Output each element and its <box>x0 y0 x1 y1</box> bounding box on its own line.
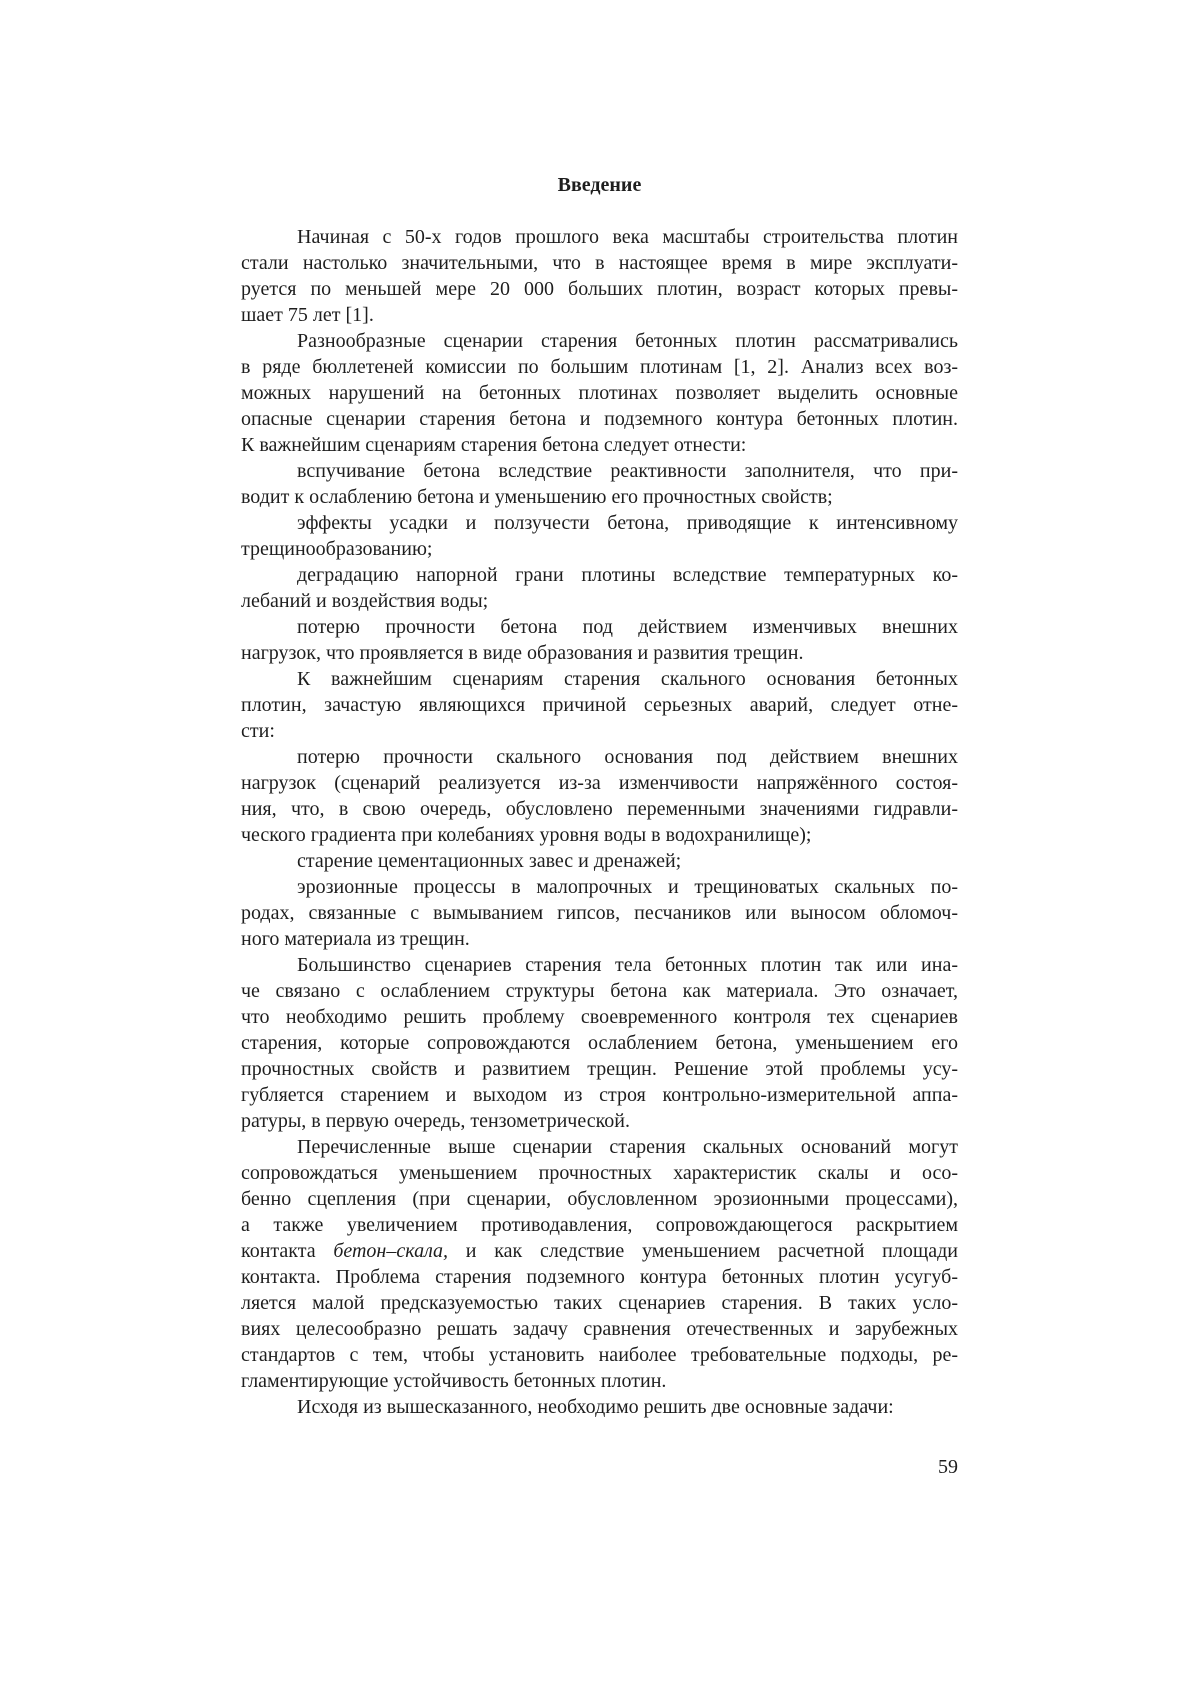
text-line: трещинообразованию; <box>241 538 433 560</box>
text-line: деградацию напорной грани плотины вследствие температурных ко- <box>297 564 958 586</box>
paragraph <box>241 562 958 614</box>
text-line: ляется малой предсказуемостью таких сценариев старения. В таких усло- <box>241 1292 958 1314</box>
paragraph <box>241 224 958 328</box>
text-line: старения, которые сопровождаются ослаблением бетона, уменьшением его <box>241 1032 958 1054</box>
text-line <box>241 1238 958 1264</box>
text-line: стандартов с тем, чтобы установить наиболее требовательные подходы, ре- <box>241 1344 958 1366</box>
text-line: контакта. Проблема старения подземного контура бетонных плотин усугуб- <box>241 1266 958 1288</box>
text-line: К важнейшим сценариям старения бетона следует отнести: <box>241 434 747 456</box>
text-line: руется по меньшей мере 20 000 больших плотин, возраст которых превы- <box>241 278 958 300</box>
text-line: ного материала из трещин. <box>241 928 470 950</box>
text-line: че связано с ослаблением структуры бетона как материала. Это означает, <box>241 980 958 1002</box>
text-line: Большинство сценариев старения тела бетонных плотин так или ина- <box>297 954 958 976</box>
text-line: родах, связанные с вымыванием гипсов, песчаников или выносом обломоч- <box>241 902 958 924</box>
text-line: стали настолько значительными, что в настоящее время в мире эксплуати- <box>241 252 958 274</box>
text-line: Разнообразные сценарии старения бетонных плотин рассматривались <box>297 330 958 352</box>
text-line: старение цементационных завес и дренажей; <box>297 850 682 872</box>
text-line: Исходя из вышесказанного, необходимо решить две основные задачи: <box>297 1396 894 1418</box>
text-line: виях целесообразно решать задачу сравнения отечественных и зарубежных <box>241 1318 958 1340</box>
text-segment: и как следствие уменьшением расчетной площади <box>448 1240 958 1262</box>
section-title: Введение <box>557 174 642 196</box>
text-line: потерю прочности скального основания под действием внешних <box>297 746 958 768</box>
text-line: вспучивание бетона вследствие реактивности заполнителя, что при- <box>297 460 958 482</box>
paragraph <box>241 614 958 666</box>
text-line: эффекты усадки и ползучести бетона, приводящие к интенсивному <box>297 512 958 534</box>
text-line: плотин, зачастую являющихся причиной серьезных аварий, следует отне- <box>241 694 958 716</box>
text-line: сти: <box>241 720 275 742</box>
paragraph <box>241 1134 958 1394</box>
text-line: ческого градиента при колебаниях уровня воды в водохранилище); <box>241 824 812 846</box>
text-line: Начиная с 50-х годов прошлого века масштабы строительства плотин <box>297 226 958 248</box>
text-line: эрозионные процессы в малопрочных и трещиноватых скальных по- <box>297 876 958 898</box>
text-line: сопровождаться уменьшением прочностных характеристик скалы и осо- <box>241 1162 958 1184</box>
page-number: 59 <box>938 1456 958 1478</box>
text-line: ния, что, в свою очередь, обусловлено переменными значениями гидравли- <box>241 798 958 820</box>
text-line: шает 75 лет [1]. <box>241 304 374 326</box>
text-line: лебаний и воздействия воды; <box>241 590 489 612</box>
text-line: водит к ослаблению бетона и уменьшению его прочностных свойств; <box>241 486 833 508</box>
paragraph <box>241 666 958 744</box>
text-line: бенно сцепления (при сценарии, обусловленном эрозионными процессами), <box>241 1188 958 1210</box>
paragraph <box>241 458 958 510</box>
text-line: губляется старением и выходом из строя контрольно-измерительной аппа- <box>241 1084 958 1106</box>
text-line: можных нарушений на бетонных плотинах позволяет выделить основные <box>241 382 958 404</box>
body-text <box>241 224 958 1420</box>
text-line: опасные сценарии старения бетона и подземного контура бетонных плотин. <box>241 408 958 430</box>
paragraph <box>241 952 958 1134</box>
text-line: что необходимо решить проблему своевременного контроля тех сценариев <box>241 1006 958 1028</box>
paragraph <box>241 328 958 458</box>
paragraph <box>241 848 958 874</box>
paragraph <box>241 874 958 952</box>
paragraph <box>241 510 958 562</box>
text-line: ратуры, в первую очередь, тензометрической. <box>241 1110 630 1132</box>
text-line: прочностных свойств и развитием трещин. Решение этой проблемы усу- <box>241 1058 958 1080</box>
paragraph <box>241 1394 958 1420</box>
paragraph <box>241 744 958 848</box>
text-line: гламентирующие устойчивость бетонных плотин. <box>241 1370 667 1392</box>
text-line: нагрузок (сценарий реализуется из-за изменчивости напряжённого состоя- <box>241 772 958 794</box>
text-line: потерю прочности бетона под действием изменчивых внешних <box>297 616 958 638</box>
text-segment: контакта <box>241 1240 334 1262</box>
text-line: К важнейшим сценариям старения скального основания бетонных <box>297 668 958 690</box>
text-line: Перечисленные выше сценарии старения скальных оснований могут <box>297 1136 958 1158</box>
text-line: а также увеличением противодавления, сопровождающегося раскрытием <box>241 1214 958 1236</box>
italic-term: бетон–скала, <box>333 1240 449 1262</box>
text-line: в ряде бюллетеней комиссии по большим плотинам [1, 2]. Анализ всех воз- <box>241 356 958 378</box>
text-line: нагрузок, что проявляется в виде образования и развития трещин. <box>241 642 804 664</box>
